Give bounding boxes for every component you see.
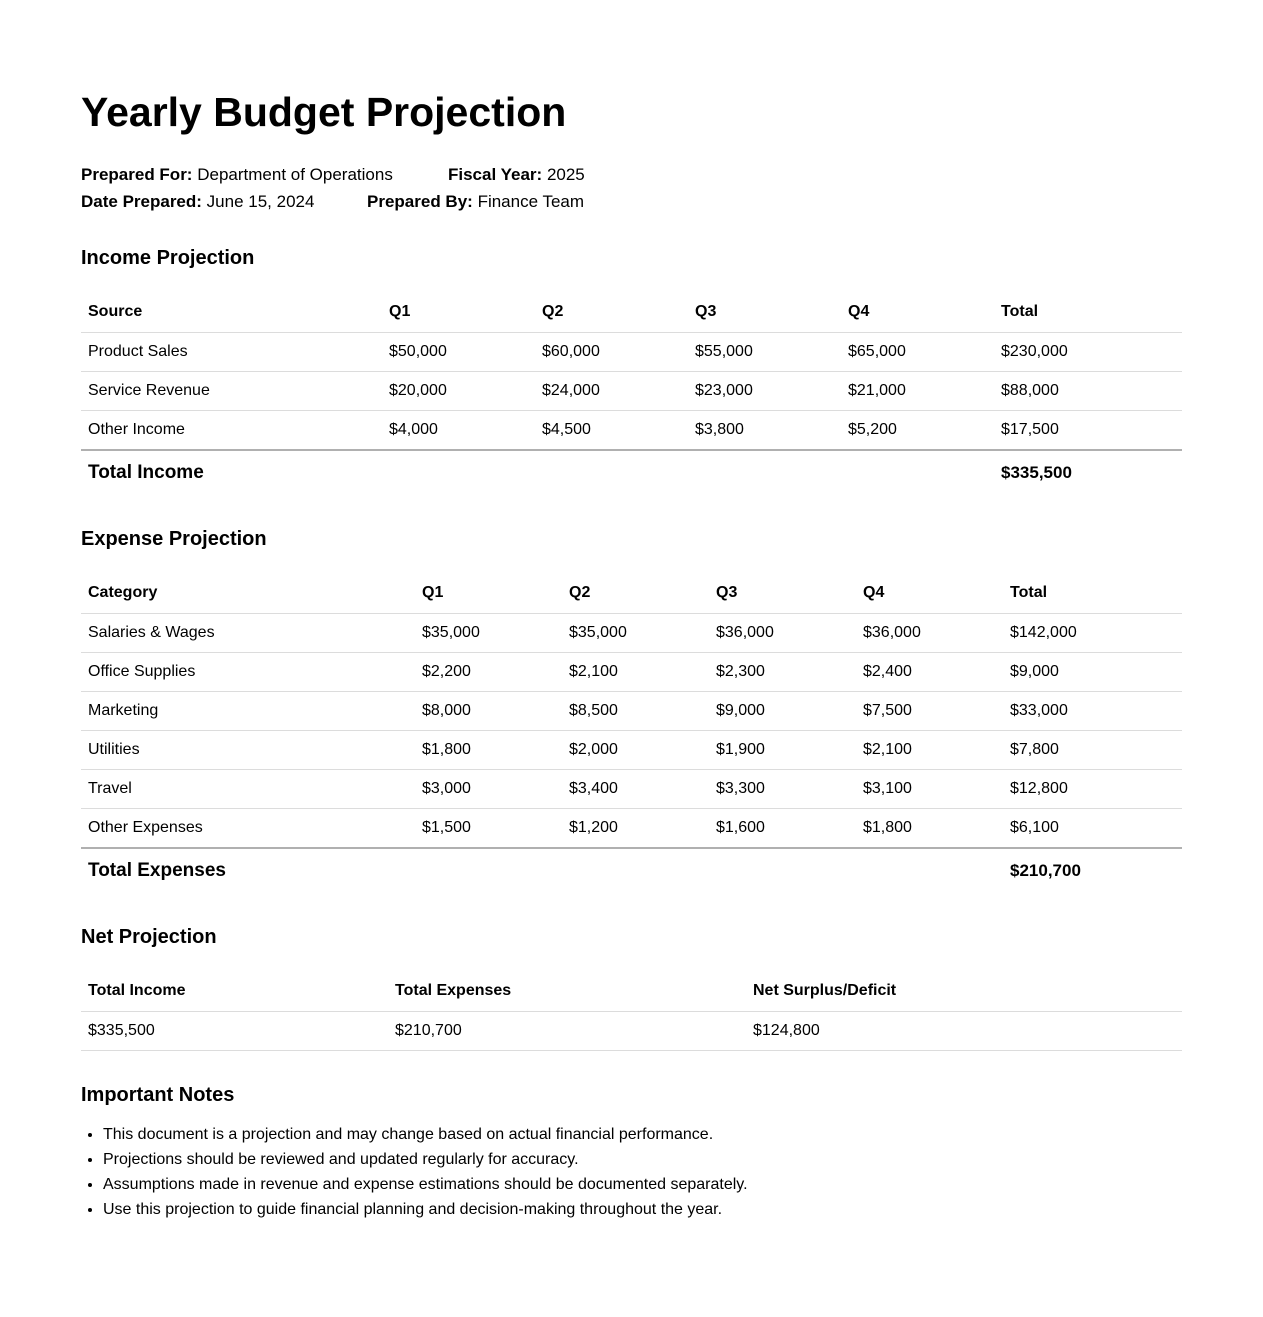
column-header: Category	[81, 572, 415, 614]
table-cell: $4,500	[535, 411, 688, 451]
prepared-for-value: Department of Operations	[197, 165, 393, 185]
table-cell: $2,100	[562, 653, 709, 692]
table-cell: $65,000	[841, 333, 994, 372]
table-cell: $8,500	[562, 692, 709, 731]
total-income-value: $335,500	[994, 450, 1182, 495]
total-income-label: Total Income	[81, 450, 382, 495]
table-cell: $7,500	[856, 692, 1003, 731]
net-section	[81, 925, 1182, 1051]
column-header: Total Expenses	[388, 970, 746, 1012]
list-item: • Projections should be reviewed and updated regularly for accuracy.	[103, 1147, 748, 1172]
table-cell: $1,900	[709, 731, 856, 770]
fiscal-year-value: 2025	[546, 165, 585, 185]
document-meta	[81, 161, 1182, 215]
table-cell: $1,800	[856, 809, 1003, 849]
table-cell: $3,000	[415, 770, 562, 809]
table-cell: $2,100	[856, 731, 1003, 770]
fiscal-year	[448, 161, 585, 188]
table-cell: $35,000	[562, 614, 709, 653]
table-cell: $2,300	[709, 653, 856, 692]
table-cell: $9,000	[1003, 653, 1182, 692]
table-cell: $4,000	[382, 411, 535, 451]
date-prepared-label: Date Prepared:	[81, 192, 202, 212]
net-total-income: $335,500	[81, 1012, 388, 1051]
table-cell: $21,000	[841, 372, 994, 411]
table-cell: $8,000	[415, 692, 562, 731]
column-header: Q1	[382, 291, 535, 333]
table-cell: $20,000	[382, 372, 535, 411]
column-header: Total Income	[81, 970, 388, 1012]
table-row	[81, 614, 1182, 653]
date-prepared	[81, 188, 367, 215]
column-header: Net Surplus/Deficit	[746, 970, 1182, 1012]
table-row	[81, 770, 1182, 809]
table-cell: Service Revenue	[81, 372, 382, 411]
income-total-row	[81, 450, 1182, 495]
table-row	[81, 692, 1182, 731]
table-cell: $35,000	[415, 614, 562, 653]
list-item: • Use this projection to guide financial planning and decision-making throughout the year.	[103, 1197, 748, 1222]
table-row	[81, 809, 1182, 849]
income-header-row	[81, 291, 1182, 333]
table-row	[81, 1012, 1182, 1051]
table-cell: Marketing	[81, 692, 415, 731]
table-cell: Utilities	[81, 731, 415, 770]
net-total-expenses: $210,700	[388, 1012, 746, 1051]
table-cell: $9,000	[709, 692, 856, 731]
expense-table	[81, 572, 1182, 893]
table-row	[81, 731, 1182, 770]
notes-list	[81, 1122, 748, 1222]
table-cell: $3,800	[688, 411, 841, 451]
column-header: Q1	[415, 572, 562, 614]
table-cell: $1,800	[415, 731, 562, 770]
notes-section	[81, 1083, 748, 1222]
column-header: Total	[994, 291, 1182, 333]
table-cell: $33,000	[1003, 692, 1182, 731]
table-cell: $1,200	[562, 809, 709, 849]
column-header: Q4	[856, 572, 1003, 614]
table-cell: $23,000	[688, 372, 841, 411]
notes-heading: Important Notes	[81, 1084, 235, 1106]
table-cell: $5,200	[841, 411, 994, 451]
income-heading: Income Projection	[81, 247, 255, 269]
table-cell: $230,000	[994, 333, 1182, 372]
column-header: Q4	[841, 291, 994, 333]
table-cell: $60,000	[535, 333, 688, 372]
net-table	[81, 970, 1182, 1051]
table-row	[81, 653, 1182, 692]
list-item: • Assumptions made in revenue and expense estimations should be documented separately.	[103, 1172, 748, 1197]
table-cell: Salaries & Wages	[81, 614, 415, 653]
income-table	[81, 291, 1182, 495]
table-cell: $3,300	[709, 770, 856, 809]
expense-total-row	[81, 848, 1182, 893]
income-section	[81, 246, 1182, 495]
prepared-for	[81, 161, 448, 188]
table-row	[81, 372, 1182, 411]
total-expenses-label: Total Expenses	[81, 848, 415, 893]
column-header: Q2	[535, 291, 688, 333]
table-cell: Office Supplies	[81, 653, 415, 692]
table-row	[81, 411, 1182, 451]
fiscal-year-label: Fiscal Year:	[448, 165, 543, 185]
column-header: Source	[81, 291, 382, 333]
total-expenses-value: $210,700	[1003, 848, 1182, 893]
expense-header-row	[81, 572, 1182, 614]
column-header: Q3	[709, 572, 856, 614]
prepared-by-value: Finance Team	[477, 192, 585, 212]
table-row	[81, 333, 1182, 372]
table-cell: $142,000	[1003, 614, 1182, 653]
table-cell: $3,100	[856, 770, 1003, 809]
table-cell: $2,200	[415, 653, 562, 692]
page-title: Yearly Budget Projection	[81, 89, 567, 135]
net-header-row	[81, 970, 1182, 1012]
table-cell: $1,600	[709, 809, 856, 849]
table-cell: $12,800	[1003, 770, 1182, 809]
expense-heading: Expense Projection	[81, 528, 267, 550]
table-cell: $36,000	[709, 614, 856, 653]
table-cell: $88,000	[994, 372, 1182, 411]
table-cell: $2,400	[856, 653, 1003, 692]
table-cell: $3,400	[562, 770, 709, 809]
column-header: Q2	[562, 572, 709, 614]
table-cell: Other Income	[81, 411, 382, 451]
table-cell: $50,000	[382, 333, 535, 372]
table-cell: $1,500	[415, 809, 562, 849]
prepared-by	[367, 188, 584, 215]
table-cell: $17,500	[994, 411, 1182, 451]
document-page	[0, 0, 1263, 215]
column-header: Q3	[688, 291, 841, 333]
table-cell: $2,000	[562, 731, 709, 770]
prepared-for-label: Prepared For:	[81, 165, 193, 185]
table-cell: $7,800	[1003, 731, 1182, 770]
table-cell: $36,000	[856, 614, 1003, 653]
date-prepared-value: June 15, 2024	[206, 192, 315, 212]
table-cell: $55,000	[688, 333, 841, 372]
column-header: Total	[1003, 572, 1182, 614]
table-cell: $6,100	[1003, 809, 1182, 849]
expense-section	[81, 527, 1182, 893]
table-cell: Other Expenses	[81, 809, 415, 849]
net-surplus: $124,800	[746, 1012, 1182, 1051]
table-cell: Travel	[81, 770, 415, 809]
table-cell: $24,000	[535, 372, 688, 411]
net-heading: Net Projection	[81, 926, 217, 948]
prepared-by-label: Prepared By:	[367, 192, 473, 212]
table-cell: Product Sales	[81, 333, 382, 372]
list-item: • This document is a projection and may change based on actual financial performance.	[103, 1122, 748, 1147]
